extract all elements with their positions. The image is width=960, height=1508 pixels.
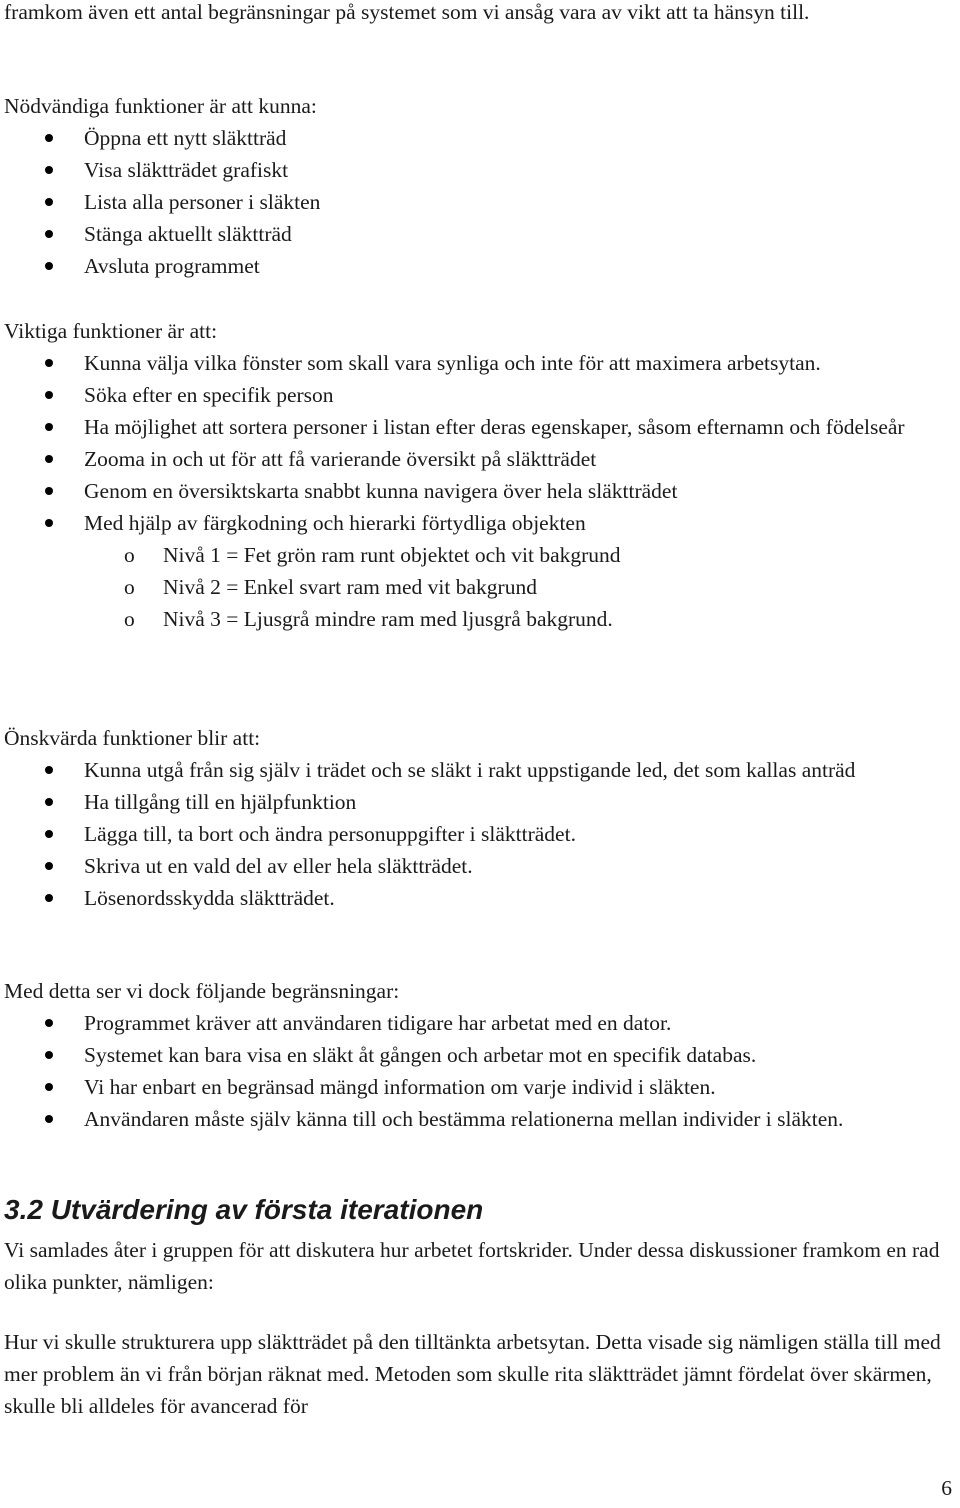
important-functions-list [4, 347, 954, 635]
section-paragraph: Vi samlades åter i gruppen för att diskutera hur arbetet fortskrider. Under dessa diskussioner framkom en rad olika punkter, nämligen: [4, 1238, 940, 1294]
limitations-section [4, 975, 954, 1135]
list-item: Visa släktträdet grafiskt [4, 154, 954, 186]
necessary-functions-heading: Nödvändiga funktioner är att kunna: [4, 94, 317, 118]
list-item: Kunna utgå från sig själv i trädet och se släkt i rakt uppstigande led, det som kallas anträd [4, 754, 954, 786]
list-item: Zooma in och ut för att få varierande översikt på släktträdet [4, 443, 954, 475]
list-item: Ha tillgång till en hjälpfunktion [4, 786, 954, 818]
intro-paragraph: framkom även ett antal begränsningar på systemet som vi ansåg vara av vikt att ta hänsyn till. [4, 0, 810, 24]
desirable-functions-section [4, 722, 954, 914]
page-number: 6 [941, 1476, 952, 1500]
sub-list-item: o Nivå 2 = Enkel svart ram med vit bakgrund [4, 571, 954, 603]
list-item: Vi har enbart en begränsad mängd information om varje individ i släkten. [4, 1071, 954, 1103]
list-item: Användaren måste själv känna till och bestämma relationerna mellan individer i släkten. [4, 1103, 954, 1135]
list-item: Programmet kräver att användaren tidigare har arbetat med en dator. [4, 1007, 954, 1039]
list-item: Lösenordsskydda släktträdet. [4, 882, 954, 914]
desirable-functions-list [4, 754, 954, 914]
list-item: Stänga aktuellt släktträd [4, 218, 954, 250]
necessary-functions-list [4, 122, 954, 282]
list-item: Öppna ett nytt släktträd [4, 122, 954, 154]
section-paragraph: Hur vi skulle strukturera upp släktträdet på den tilltänkta arbetsytan. Detta visade sig nämligen ställa till med mer problem än vi från början räknat med. Metoden som skulle rita släktträdet jämnt fördelat över skärmen, skulle bli alldeles för avancerad för [4, 1330, 941, 1418]
list-item: Lista alla personer i släkten [4, 186, 954, 218]
list-item: Lägga till, ta bort och ändra personuppgifter i släktträdet. [4, 818, 954, 850]
sub-list-item: o Nivå 3 = Ljusgrå mindre ram med ljusgrå bakgrund. [4, 603, 954, 635]
list-item: Skriva ut en vald del av eller hela släktträdet. [4, 850, 954, 882]
desirable-functions-heading: Önskvärda funktioner blir att: [4, 726, 261, 750]
important-functions-section [4, 315, 954, 635]
list-item: Avsluta programmet [4, 250, 954, 282]
list-item: Ha möjlighet att sortera personer i listan efter deras egenskaper, såsom efternamn och födelseår [4, 411, 954, 443]
list-item: Genom en översiktskarta snabbt kunna navigera över hela släktträdet [4, 475, 954, 507]
list-item: Kunna välja vilka fönster som skall vara synliga och inte för att maximera arbetsytan. [4, 347, 954, 379]
sub-list-item: o Nivå 1 = Fet grön ram runt objektet och vit bakgrund [4, 539, 954, 571]
list-item: Med hjälp av färgkodning och hierarki förtydliga objekten [4, 507, 954, 539]
list-item: Söka efter en specifik person [4, 379, 954, 411]
limitations-list [4, 1007, 954, 1135]
list-item: Systemet kan bara visa en släkt åt gången och arbetar mot en specifik databas. [4, 1039, 954, 1071]
section-heading: 3.2 Utvärdering av första iterationen [4, 1194, 484, 1225]
necessary-functions-section [4, 90, 954, 282]
important-functions-heading: Viktiga funktioner är att: [4, 319, 218, 343]
limitations-heading: Med detta ser vi dock följande begränsningar: [4, 979, 400, 1003]
